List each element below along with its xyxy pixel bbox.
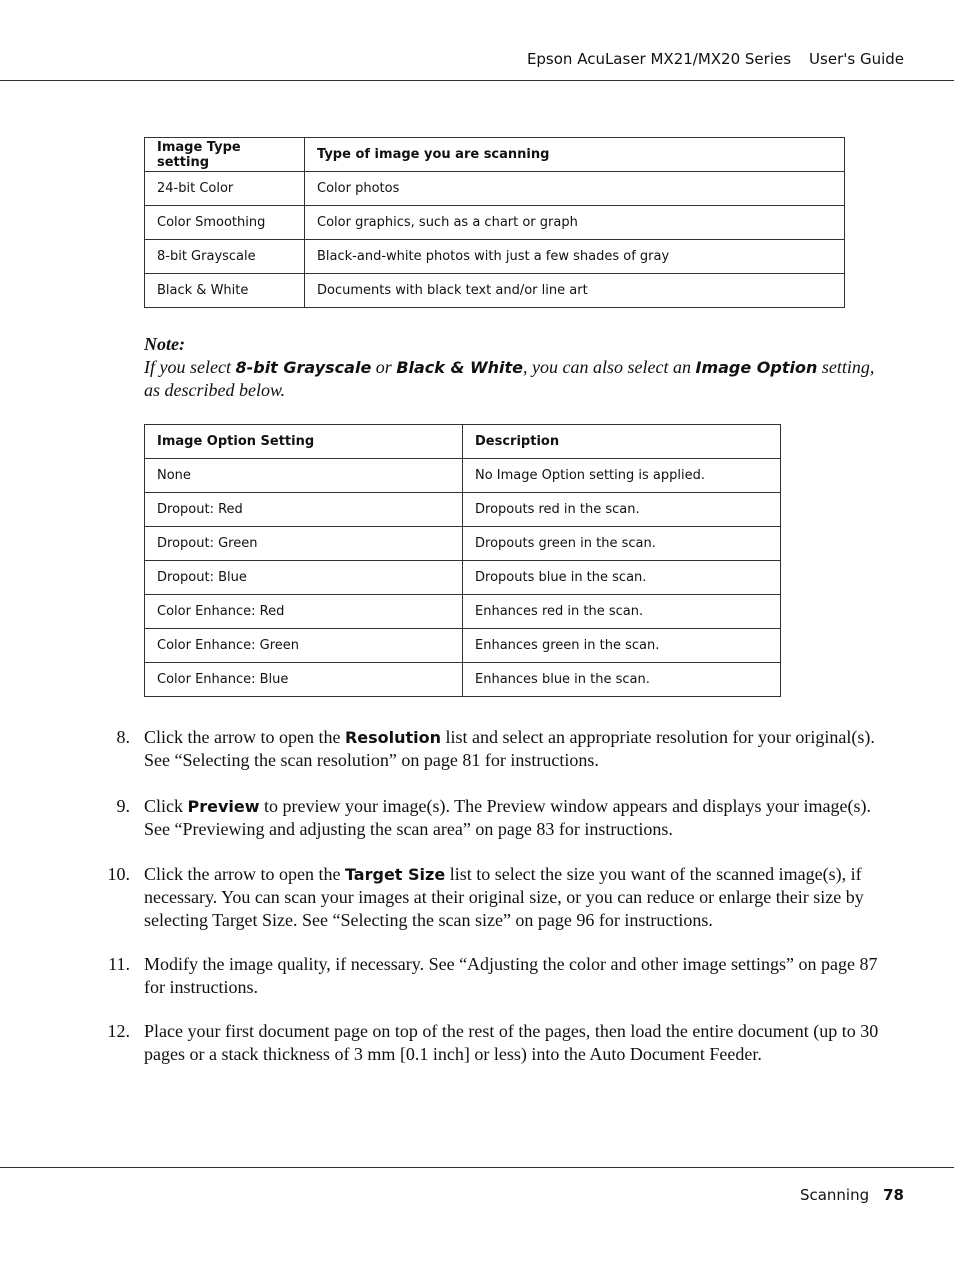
table-row xyxy=(145,206,845,240)
ui-term-preview: Preview xyxy=(187,797,260,816)
image-type-table xyxy=(144,137,845,308)
note xyxy=(144,333,884,402)
table-cell: Documents with black text and/or line art xyxy=(305,274,845,308)
table-cell: Dropout: Blue xyxy=(145,561,463,595)
step-number: 8. xyxy=(116,727,130,747)
table-row xyxy=(145,663,781,697)
table-cell: Enhances blue in the scan. xyxy=(463,663,781,697)
note-label: Note: xyxy=(144,334,185,354)
table-cell: Color Enhance: Red xyxy=(145,595,463,629)
table-cell: None xyxy=(145,459,463,493)
table-cell: Dropout: Green xyxy=(145,527,463,561)
table-cell: Color graphics, such as a chart or graph xyxy=(305,206,845,240)
footer-rule xyxy=(0,1167,954,1168)
step-text xyxy=(144,863,880,932)
note-option-image-option: Image Option xyxy=(695,358,818,377)
table-cell: 8-bit Grayscale xyxy=(145,240,305,274)
header-rule xyxy=(0,80,954,81)
table-cell: Color Smoothing xyxy=(145,206,305,240)
table-cell: Color Enhance: Blue xyxy=(145,663,463,697)
table-cell: Enhances red in the scan. xyxy=(463,595,781,629)
note-text: If you select xyxy=(144,357,236,377)
ui-term-resolution: Resolution xyxy=(344,728,442,747)
note-option-grayscale: 8-bit Grayscale xyxy=(235,358,372,377)
table-cell: Black-and-white photos with just a few shades of gray xyxy=(305,240,845,274)
column-header: Image Type setting xyxy=(145,138,305,172)
step-text-part: list and select an appropriate resolution for your original(s). See “Selecting the scan resolution” on page 81 for instructions. xyxy=(144,727,875,770)
page-footer xyxy=(800,1186,904,1204)
step-number: 9. xyxy=(116,796,130,816)
table-cell: Dropout: Red xyxy=(145,493,463,527)
table-header-row xyxy=(145,138,845,172)
table-cell: Color photos xyxy=(305,172,845,206)
column-header: Image Option Setting xyxy=(145,425,463,459)
section-name: Scanning xyxy=(799,1186,870,1204)
step-number: 10. xyxy=(107,864,130,884)
step-text: Modify the image quality, if necessary. See “Adjusting the color and other image settings” on page 87 for instructions. xyxy=(144,954,878,997)
table-header-row xyxy=(145,425,781,459)
table-row xyxy=(145,172,845,206)
table-row xyxy=(145,527,781,561)
page-header xyxy=(527,50,904,68)
ui-term-target-size: Target Size xyxy=(344,865,446,884)
table-cell: Black & White xyxy=(145,274,305,308)
step-text: Place your first document page on top of the rest of the pages, then load the entire document (up to 30 pages or a stack thickness of 3 mm [0.1 inch] or less) into the Auto Document Feeder. xyxy=(144,1021,879,1064)
step-text-part: Click the arrow to open the xyxy=(144,864,345,884)
table-row xyxy=(145,459,781,493)
table-row xyxy=(145,561,781,595)
step-text xyxy=(144,726,880,772)
note-text: or xyxy=(371,357,397,377)
product-name: Epson AcuLaser MX21/MX20 Series xyxy=(526,50,792,68)
step-text-part: list to select the size you want of the scanned image(s), if necessary. You can scan your images at their original size, or you can reduce or enlarge their size by selecting Target Size. See “Selecting the scan size” on page 96 for instructions. xyxy=(144,864,864,930)
step-text-part: to preview your image(s). The Preview window appears and displays your image(s). See “Previewing and adjusting the scan area” on page 83 for instructions. xyxy=(144,796,872,839)
step-number: 12. xyxy=(107,1021,130,1041)
table-cell: Dropouts blue in the scan. xyxy=(463,561,781,595)
table-cell: Dropouts green in the scan. xyxy=(463,527,781,561)
table-cell: No Image Option setting is applied. xyxy=(463,459,781,493)
guide-name: User's Guide xyxy=(809,50,904,68)
table-cell: Color Enhance: Green xyxy=(145,629,463,663)
note-text: setting, as described below. xyxy=(144,357,875,400)
table-cell: 24-bit Color xyxy=(145,172,305,206)
table-cell: Enhances green in the scan. xyxy=(463,629,781,663)
note-text: , you can also select an xyxy=(523,357,696,377)
table-cell: Dropouts red in the scan. xyxy=(463,493,781,527)
step-text xyxy=(144,795,880,841)
column-header: Type of image you are scanning xyxy=(305,138,845,172)
table-row xyxy=(145,629,781,663)
image-option-table xyxy=(144,424,781,697)
step-text-part: Click xyxy=(144,796,188,816)
table-row xyxy=(145,240,845,274)
step-text-part: Click the arrow to open the xyxy=(144,727,345,747)
table-row xyxy=(145,274,845,308)
table-row xyxy=(145,595,781,629)
table-row xyxy=(145,493,781,527)
step-number: 11. xyxy=(108,954,130,974)
note-option-black-white: Black & White xyxy=(396,358,524,377)
page-number: 78 xyxy=(883,1186,904,1204)
column-header: Description xyxy=(463,425,781,459)
